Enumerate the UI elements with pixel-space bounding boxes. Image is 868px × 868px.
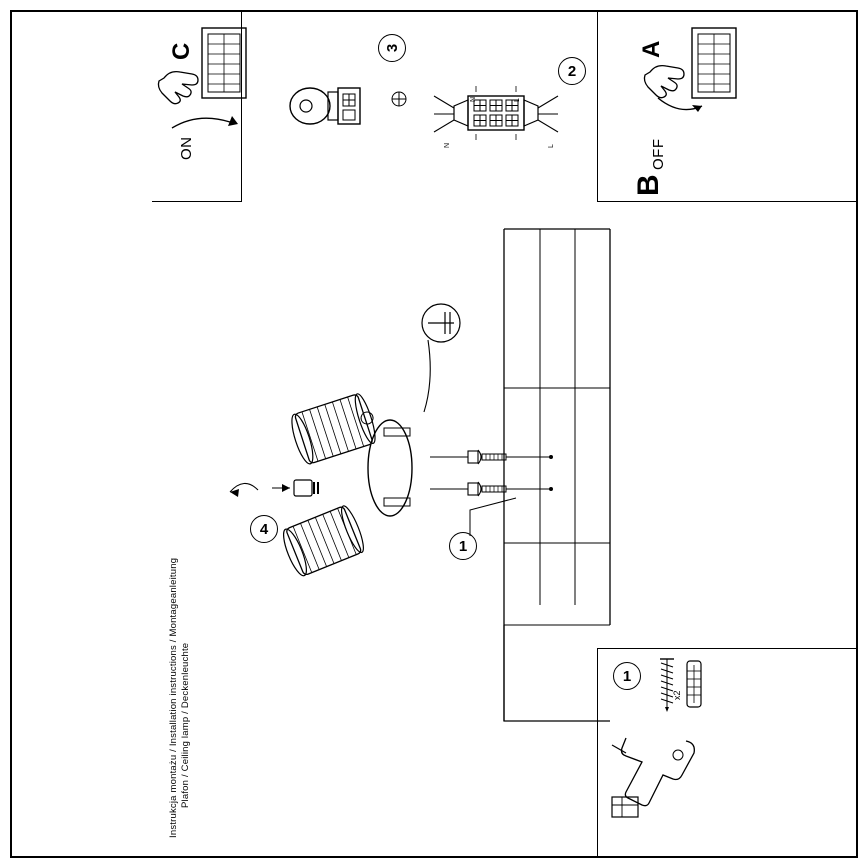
terminal-label-n-top: N [470,96,477,102]
accessories-quantity: x2 [672,690,682,700]
mounting-hardware-group [420,445,570,505]
sheet-title: Instrukcja montażu / Installation instructions / Montageanleitung [168,557,179,838]
terminal-block-icon [432,82,560,158]
step-2-badge: 2 [558,57,586,85]
mains-supply-leader [420,340,450,415]
terminal-label-l-top: L [514,98,521,102]
step-3-badge: 3 [378,34,406,62]
sheet-subtitle: Plafon / Ceiling lamp / Deckenleuchte [180,642,191,808]
step-1-badge: 1 [449,532,477,560]
screw-icon [655,655,679,715]
hand-switch-off-icon [640,20,750,150]
terminal-label-n-bottom: N [444,142,451,148]
drill-icon [600,735,710,825]
screwdriver-cross-icon [288,78,368,133]
terminal-label-l-bottom: L [548,144,555,148]
hand-switch-on-icon [160,20,255,150]
panel-c-letter: C [168,42,195,60]
step-5-badge: 1 [613,662,641,690]
panel-b-letter: B [632,174,665,196]
wall-plug-icon [682,655,706,715]
panel-a-letter: A [638,40,665,58]
cross-head-icon [388,88,410,110]
panel-a-switch-label: OFF [650,138,667,170]
panel-c-switch-label: ON [178,136,195,160]
gu10-bulb-icon [228,468,328,508]
step-4-badge: 4 [250,515,278,543]
